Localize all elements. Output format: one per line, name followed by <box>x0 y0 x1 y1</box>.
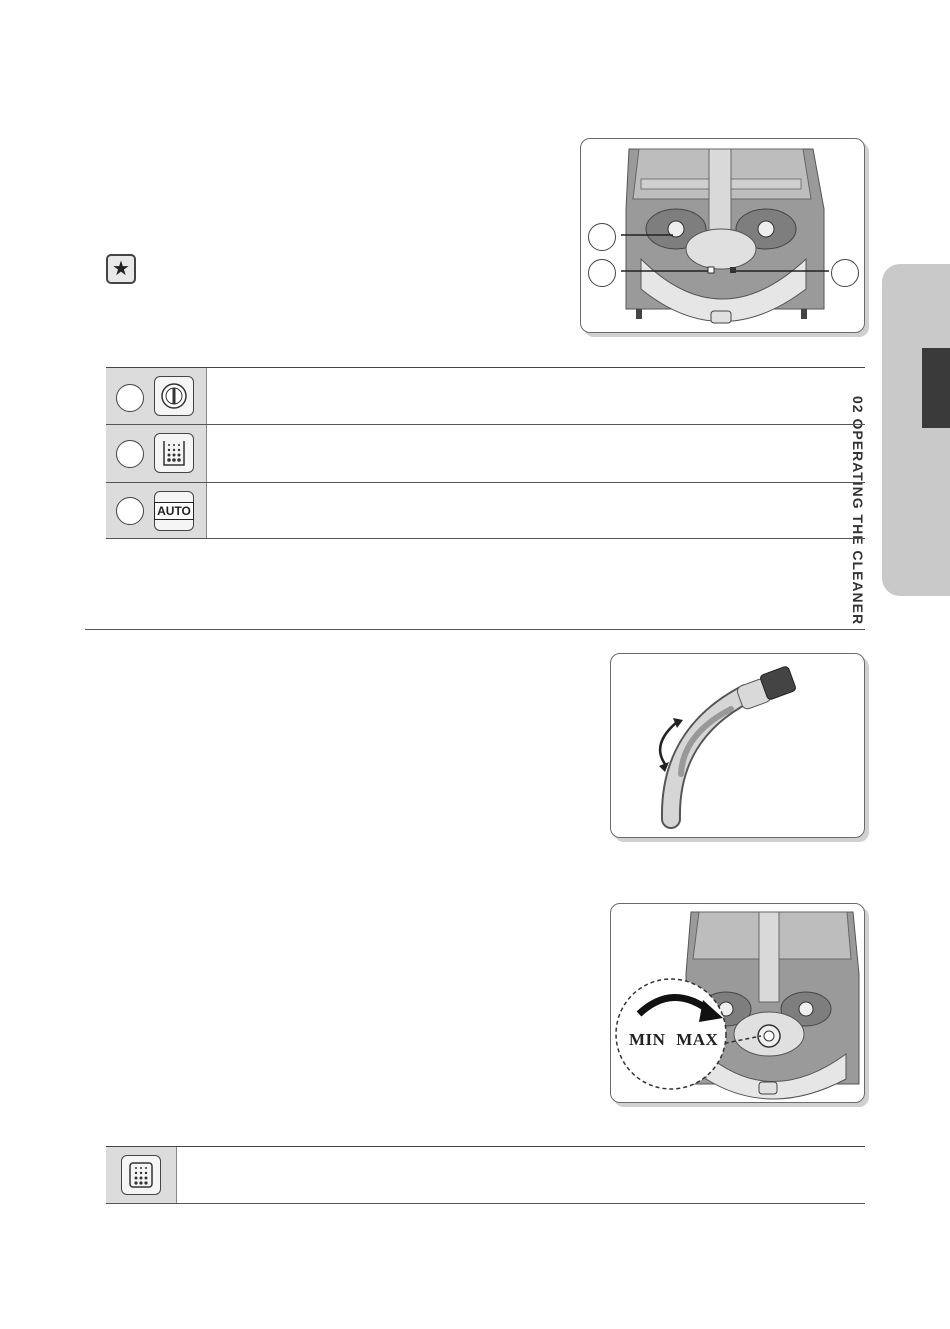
dust-indicator-icon <box>154 433 194 473</box>
suction-min-max-label <box>629 1030 718 1050</box>
callout-circle <box>116 440 144 468</box>
table-icon-cell <box>106 483 207 538</box>
table-icon-cell <box>106 368 207 424</box>
suction-dial-figure <box>610 903 865 1103</box>
table-row <box>106 1147 865 1204</box>
max-label: MAX <box>676 1030 719 1049</box>
power-button-icon <box>154 376 194 416</box>
hose-handle-figure <box>610 653 865 838</box>
table-icon-cell <box>106 425 207 482</box>
table-row <box>106 483 865 539</box>
suction-dial-illustration <box>611 904 865 1103</box>
callout-circle <box>116 497 144 525</box>
auto-icon <box>154 491 194 531</box>
chapter-side-tab-marker <box>922 348 950 428</box>
callout-circle-2 <box>588 259 616 287</box>
control-panel-figure <box>580 138 865 333</box>
star-note-icon: ★ <box>106 254 136 284</box>
chapter-side-tab-label: 02 OPERATING THE CLEANER <box>850 396 866 626</box>
min-label: MIN <box>629 1030 666 1049</box>
table-row <box>106 425 865 483</box>
auto-label: AUTO <box>154 502 194 520</box>
dust-dots-glyph <box>159 438 189 468</box>
table-row <box>106 368 865 425</box>
hose-handle-illustration <box>611 654 865 838</box>
power-dial-glyph <box>159 381 189 411</box>
table-icon-cell <box>106 1147 177 1203</box>
dust-dots-glyph <box>126 1160 156 1190</box>
callout-circle-3 <box>831 259 859 287</box>
callout-circle <box>116 384 144 412</box>
control-panel-illustration <box>581 139 865 333</box>
dust-indicator-icon <box>121 1155 161 1195</box>
callout-circle-1 <box>588 223 616 251</box>
chapter-side-tab <box>882 264 950 596</box>
section-divider <box>85 629 865 630</box>
